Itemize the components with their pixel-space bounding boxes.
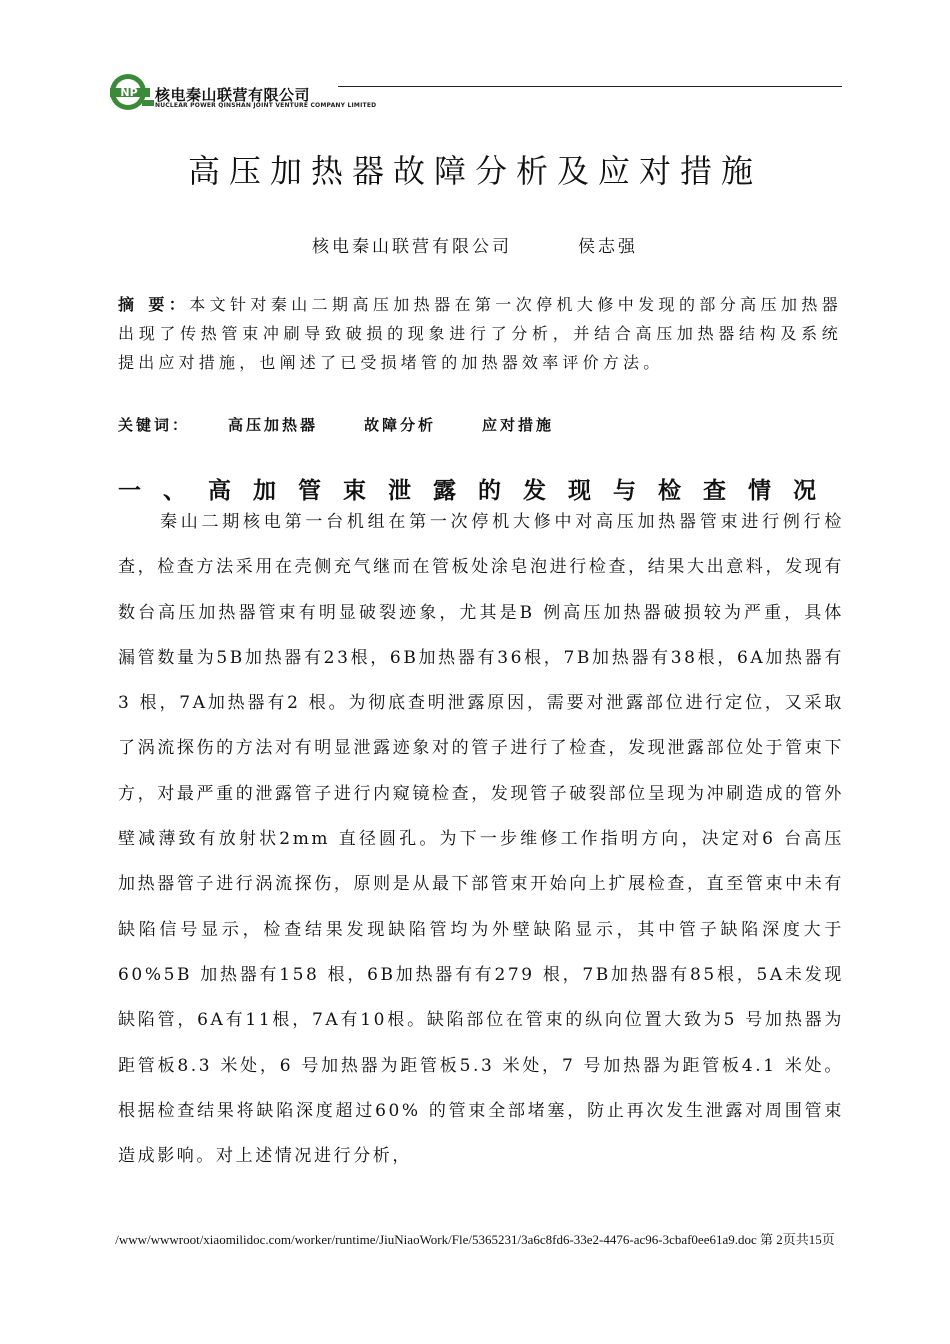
logo-text: NP (120, 86, 138, 99)
body-paragraph: 秦山二期核电第一台机组在第一次停机大修中对高压加热器管束进行例行检查，检查方法采用在壳侧充气继而在管板处涂皂泡进行检查，结果大出意料，发现有数台高压加热器管束有明显破裂迹象，尤其是B 例高压加热器破损较为严重，具体漏管数量为5B加热器有23根，6B加热器有36根，7B加热器有38根，6A加热器有3 根，7A加热器有2 根。为彻底查明泄露原因，需要对泄露部位进行定位，又采取了涡流探伤的方法对有明显泄露迹象对的管子进行了检查，发现泄露部位处于管束下方，对最严重的泄露管子进行内窥镜检查，发现管子破裂部位呈现为冲刷造成的管外壁减薄致有放射状2mm 直径圆孔。为下一步维修工作指明方向，决定对6 台高压加热器管子进行涡流探伤，原则是从最下部管束开始向上扩展检查，直至管束中未有缺陷信号显示，检查结果发现缺陷管均为外壁缺陷显示，其中管子缺陷深度大于60%5B 加热器有158 根，6B加热器有有279 根，7B加热器有85根，5A未发现缺陷管，6A有11根，7A有10根。缺陷部位在管束的纵向位置大致为5 号加热器为距管板8.3 米处，6 号加热器为距管板5.3 米处，7 号加热器为距管板4.1 米处。根据检查结果将缺陷深度超过60% 的管束全部堵塞，防止再次发生泄露对周围管束造成影响。对上述情况进行分析， (118, 512, 844, 1167)
header-divider (338, 86, 842, 87)
keyword-item: 应对措施 (482, 416, 555, 434)
company-name-en: NUCLEAR POWER QINSHAN JOINT VENTURE COMPANY LIMITED (155, 102, 377, 109)
keyword-item: 故障分析 (364, 416, 437, 434)
keyword-item: 高压加热器 (228, 416, 319, 434)
document-header (108, 72, 842, 112)
section-heading: 一、高加管束泄露的发现与检查情况 (118, 478, 838, 504)
abstract-label: 摘 要： (118, 295, 190, 314)
abstract-text: 本文针对秦山二期高压加热器在第一次停机大修中发现的部分高压加热器出现了传热管束冲刷导致破损的现象进行了分析，并结合高压加热器结构及系统提出应对措施，也阐述了已受损堵管的加热器效率评价方法。 (118, 295, 842, 372)
byline (0, 232, 950, 257)
keywords-label: 关键词： (118, 416, 191, 434)
byline-organization: 核电秦山联营有限公司 (312, 237, 512, 257)
company-name-cn: 核电秦山联营有限公司 (155, 86, 311, 104)
document-title: 高压加热器故障分析及应对措施 (187, 152, 762, 190)
company-logo-icon (108, 72, 156, 112)
footer-file-path: /www/wwwroot/xiaomilidoc.com/worker/runtime/JiuNiaoWork/Fle/5365231/3a6c8fd6-33e2-4476-ac96-3cbaf0ee61a9.doc (115, 1232, 757, 1247)
byline-author: 侯志强 (578, 237, 638, 257)
footer-page-number: 第 2页共15页 (760, 1232, 835, 1247)
abstract (118, 290, 842, 377)
keywords (118, 414, 600, 435)
page-footer (100, 1231, 850, 1248)
